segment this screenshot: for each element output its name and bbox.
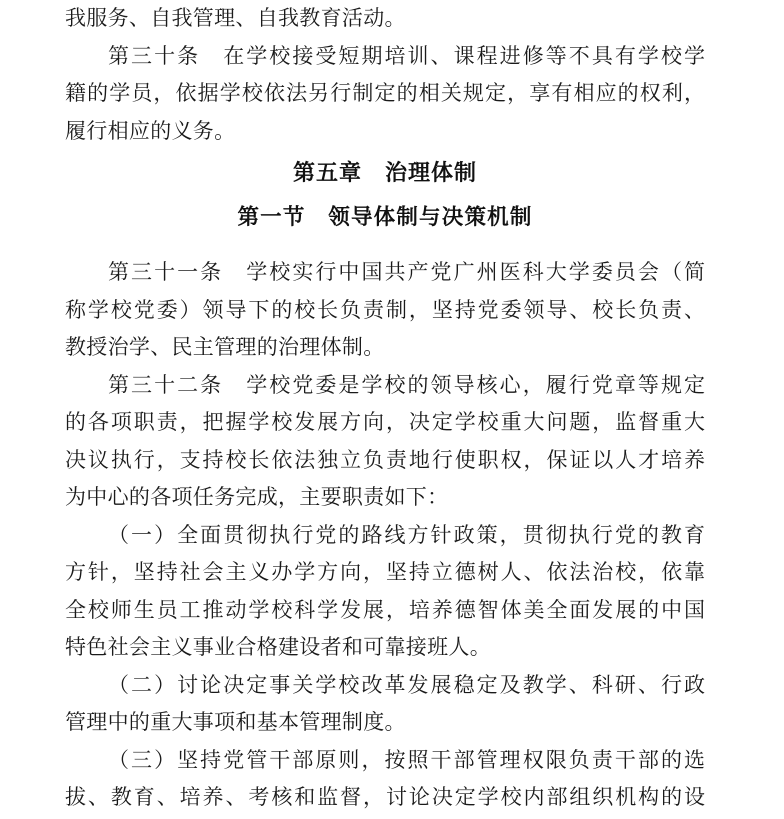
- chapter-heading: 第五章 治理体制: [292, 160, 477, 185]
- body-line: 第三十二条 学校党委是学校的领导核心，履行党章等规定: [108, 372, 705, 397]
- document-text-column: [65, 0, 705, 817]
- body-line: 第三十条 在学校接受短期培训、课程进修等不具有学校学: [108, 43, 705, 68]
- section-body: [65, 254, 705, 817]
- body-line: 决议执行，支持校长依法独立负责地行使职权，保证以人才培养: [65, 447, 705, 472]
- body-line: （二）讨论决定事关学校改革发展稳定及教学、科研、行政: [108, 672, 705, 697]
- body-line: 教授治学、民主管理的治理体制。: [65, 335, 385, 359]
- body-line: （一）全面贯彻执行党的路线方针政策，贯彻执行党的教育: [108, 522, 705, 547]
- body-line: 的各项职责，把握学校发展方向，决定学校重大问题，监督重大: [65, 410, 705, 434]
- body-line: 管理中的重大事项和基本管理制度。: [65, 710, 406, 734]
- body-line: 第三十一条 学校实行中国共产党广州医科大学委员会（简: [108, 260, 705, 284]
- body-line: （三）坚持党管干部原则，按照干部管理权限负责干部的选: [108, 747, 705, 772]
- body-line: 为中心的各项任务完成，主要职责如下：: [65, 485, 449, 509]
- body-line: 履行相应的义务。: [65, 118, 236, 143]
- body-line: 全校师生员工推动学校科学发展，培养德智体美全面发展的中国: [65, 597, 705, 622]
- body-line: 特色社会主义事业合格建设者和可靠接班人。: [65, 635, 491, 659]
- section-heading: 第一节 领导体制与决策机制: [237, 205, 533, 229]
- body-line: 我服务、自我管理、自我教育活动。: [65, 6, 406, 30]
- body-line: 方针，坚持社会主义办学方向，坚持立德树人、依法治校，依靠: [65, 560, 705, 584]
- body-line: 拔、教育、培养、考核和监督，讨论决定学校内部组织机构的设: [65, 785, 705, 809]
- body-line: 称学校党委）领导下的校长负责制，坚持党委领导、校长负责、: [65, 297, 705, 322]
- body-line: 籍的学员，依据学校依法另行制定的相关规定，享有相应的权利，: [65, 81, 705, 105]
